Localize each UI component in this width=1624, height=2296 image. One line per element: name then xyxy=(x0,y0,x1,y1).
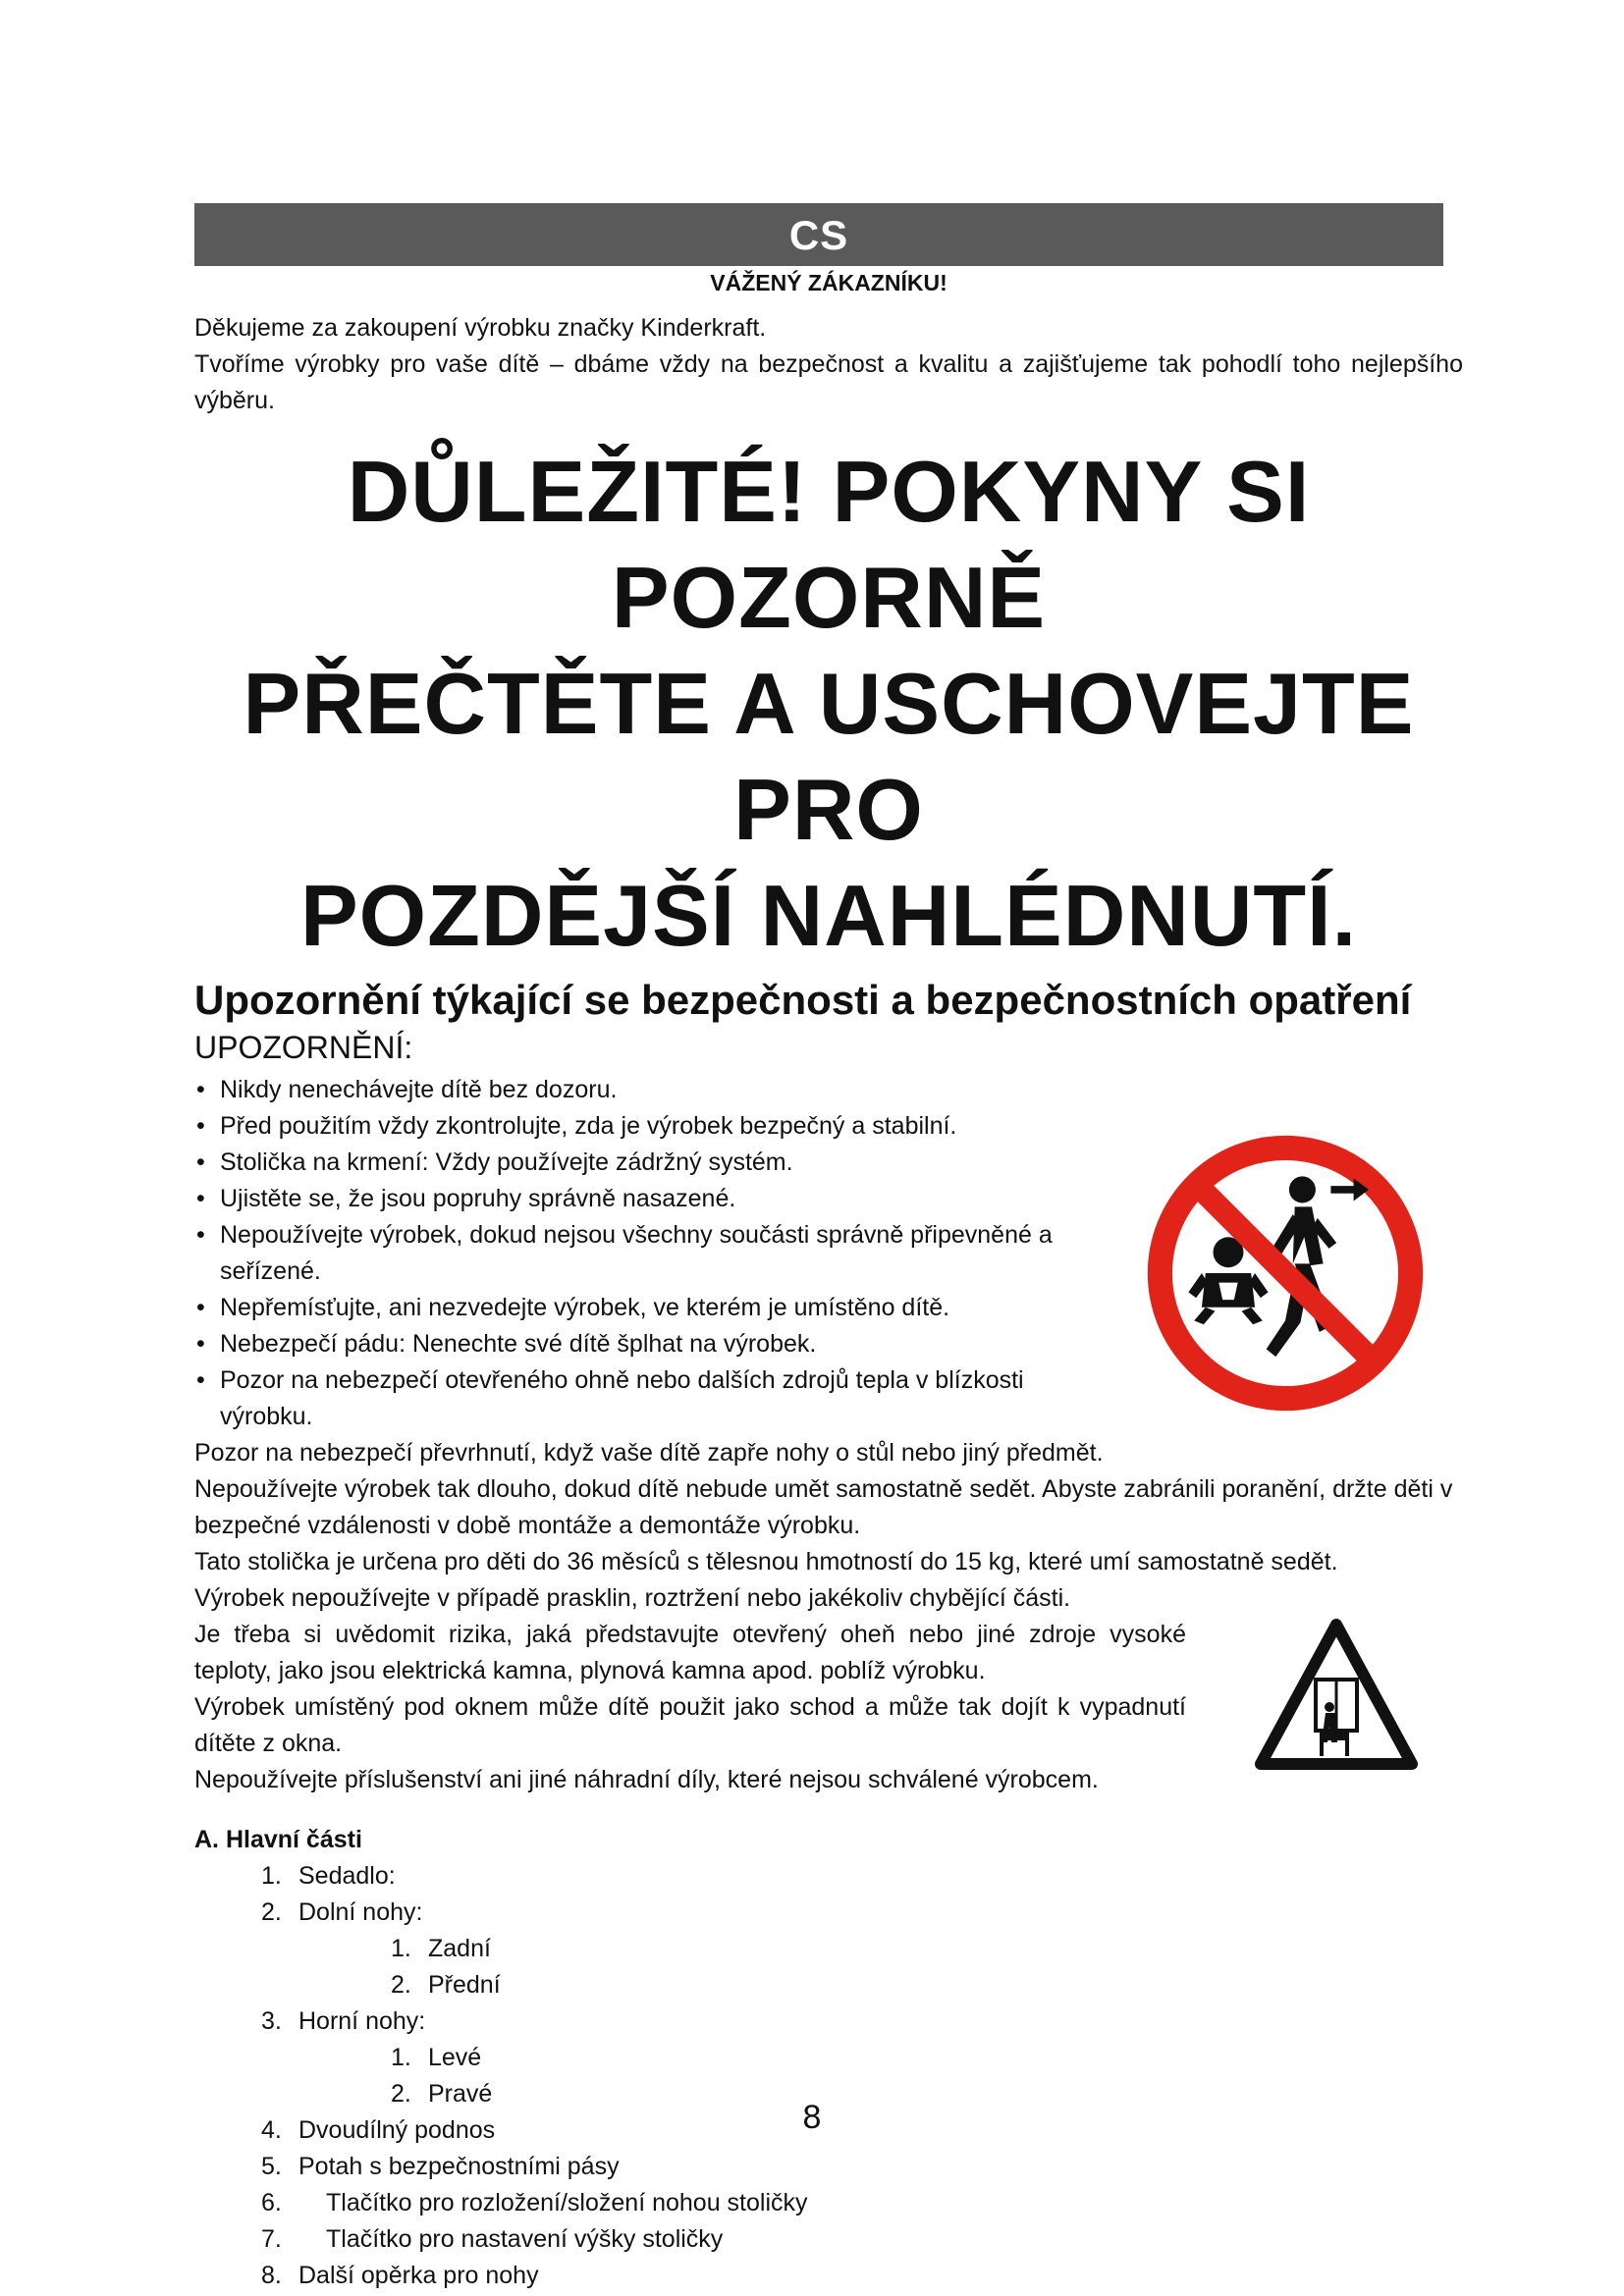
list-item: 7. Tlačítko pro nastavení výšky stoličky xyxy=(261,2225,724,2253)
no-leaving-child-unattended-sign-icon xyxy=(1143,1131,1428,1415)
list-item: • Stolička na krmení: Vždy používejte zádržný systém. xyxy=(194,1145,1117,1181)
intro-line-2: Tvoříme výrobky pro vaše dítě – dbáme vždy na bezpečnost a kvalitu a zajišťujeme tak pohodlí toho nejlepšího výběru. xyxy=(194,350,1463,414)
list-item: 1. Zadní xyxy=(391,1935,491,1962)
paragraph: Výrobek nepoužívejte v případě prasklin, roztržení nebo jakékoliv chybějící části. xyxy=(194,1584,1071,1612)
warning-label: UPOZORNĚNÍ: xyxy=(194,1030,413,1065)
intro-line-1: Děkujeme za zakoupení výrobku značky Kinderkraft. xyxy=(194,314,767,342)
list-item: 8. Další opěrka pro nohy xyxy=(261,2262,539,2289)
list-item: 2. Přední xyxy=(391,1971,501,1999)
parts-list xyxy=(194,1858,1463,2294)
list-item: 2. Dolní nohy: xyxy=(261,1898,423,1926)
list-item: • Nikdy nenechávejte dítě bez dozoru. xyxy=(194,1072,1117,1108)
list-item: 5. Potah s bezpečnostními pásy xyxy=(261,2153,620,2180)
warning-list xyxy=(194,1072,1117,1435)
list-item: 2. Pravé xyxy=(391,2080,493,2108)
paragraph: Pozor na nebezpečí převrhnutí, když vaše dítě zapře nohy o stůl nebo jiný předmět. xyxy=(194,1439,1104,1467)
list-item: • Pozor na nebezpečí otevřeného ohně nebo dalších zdrojů tepla v blízkosti výrobku. xyxy=(194,1362,1117,1435)
document-page xyxy=(194,203,1463,2294)
window-fall-warning-sign-icon xyxy=(1253,1617,1420,1774)
paragraph: Nepoužívejte příslušenství ani jiné náhradní díly, které nejsou schválené výrobcem. xyxy=(194,1766,1099,1793)
important-line-1: DŮLEŽITÉ! POKYNY SI POZORNĚ xyxy=(347,443,1311,646)
list-item: • Nepoužívejte výrobek, dokud nejsou všechny součásti správně připevněné a seřízené. xyxy=(194,1217,1117,1290)
warning-list-block xyxy=(194,1072,1463,1435)
list-item: • Ujistěte se, že jsou popruhy správně nasazené. xyxy=(194,1181,1117,1217)
paragraph: Je třeba si uvědomit rizika, jaká představujte otevřený oheň nebo jiné zdroje vysoké teploty, jako jsou elektrická kamna, plynová kamna apod. poblíž výrobku. xyxy=(194,1621,1186,1684)
important-line-2: PŘEČTĚTE A USCHOVEJTE PRO xyxy=(243,655,1415,858)
important-notice xyxy=(194,439,1463,969)
paragraph: Výrobek umístěný pod oknem může dítě použit jako schod a může tak dojít k vypadnutí dítěte z okna. xyxy=(194,1693,1186,1757)
list-item: 6. Tlačítko pro rozložení/složení nohou stoličky xyxy=(261,2189,808,2216)
important-line-3: POZDĚJŠÍ NAHLÉDNUTÍ. xyxy=(299,867,1358,964)
list-item: 3. Horní nohy: xyxy=(261,2007,426,2035)
window-warning-block xyxy=(194,1617,1463,1798)
list-item: • Nebezpečí pádu: Nenechte své dítě šplhat na výrobek. xyxy=(194,1326,1117,1362)
list-item: • Nepřemísťujte, ani nezvedejte výrobek, ve kterém je umístěno dítě. xyxy=(194,1290,1117,1326)
parts-heading: A. Hlavní části xyxy=(194,1826,362,1853)
language-header: CS xyxy=(194,203,1443,266)
greeting: VÁŽENÝ ZÁKAZNÍKU! xyxy=(710,270,947,295)
paragraph: Tato stolička je určena pro děti do 36 měsíců s tělesnou hmotností do 15 kg, které umí samostatně sedět. xyxy=(194,1548,1338,1575)
page-number: 8 xyxy=(802,2099,822,2136)
list-item: 4. Dvoudílný podnos xyxy=(261,2116,496,2144)
list-item: 1. Sedadlo: xyxy=(261,1862,396,1890)
list-item: 1. Levé xyxy=(391,2044,482,2071)
list-item: • Před použitím vždy zkontrolujte, zda je výrobek bezpečný a stabilní. xyxy=(194,1108,1117,1145)
safety-heading: Upozornění týkající se bezpečnosti a bezpečnostních opatření xyxy=(194,977,1412,1023)
paragraph: Nepoužívejte výrobek tak dlouho, dokud dítě nebude umět samostatně sedět. Abyste zabránili poranění, držte děti v bezpečné vzdálenosti v době montáže a demontáže výrobku. xyxy=(194,1475,1453,1539)
